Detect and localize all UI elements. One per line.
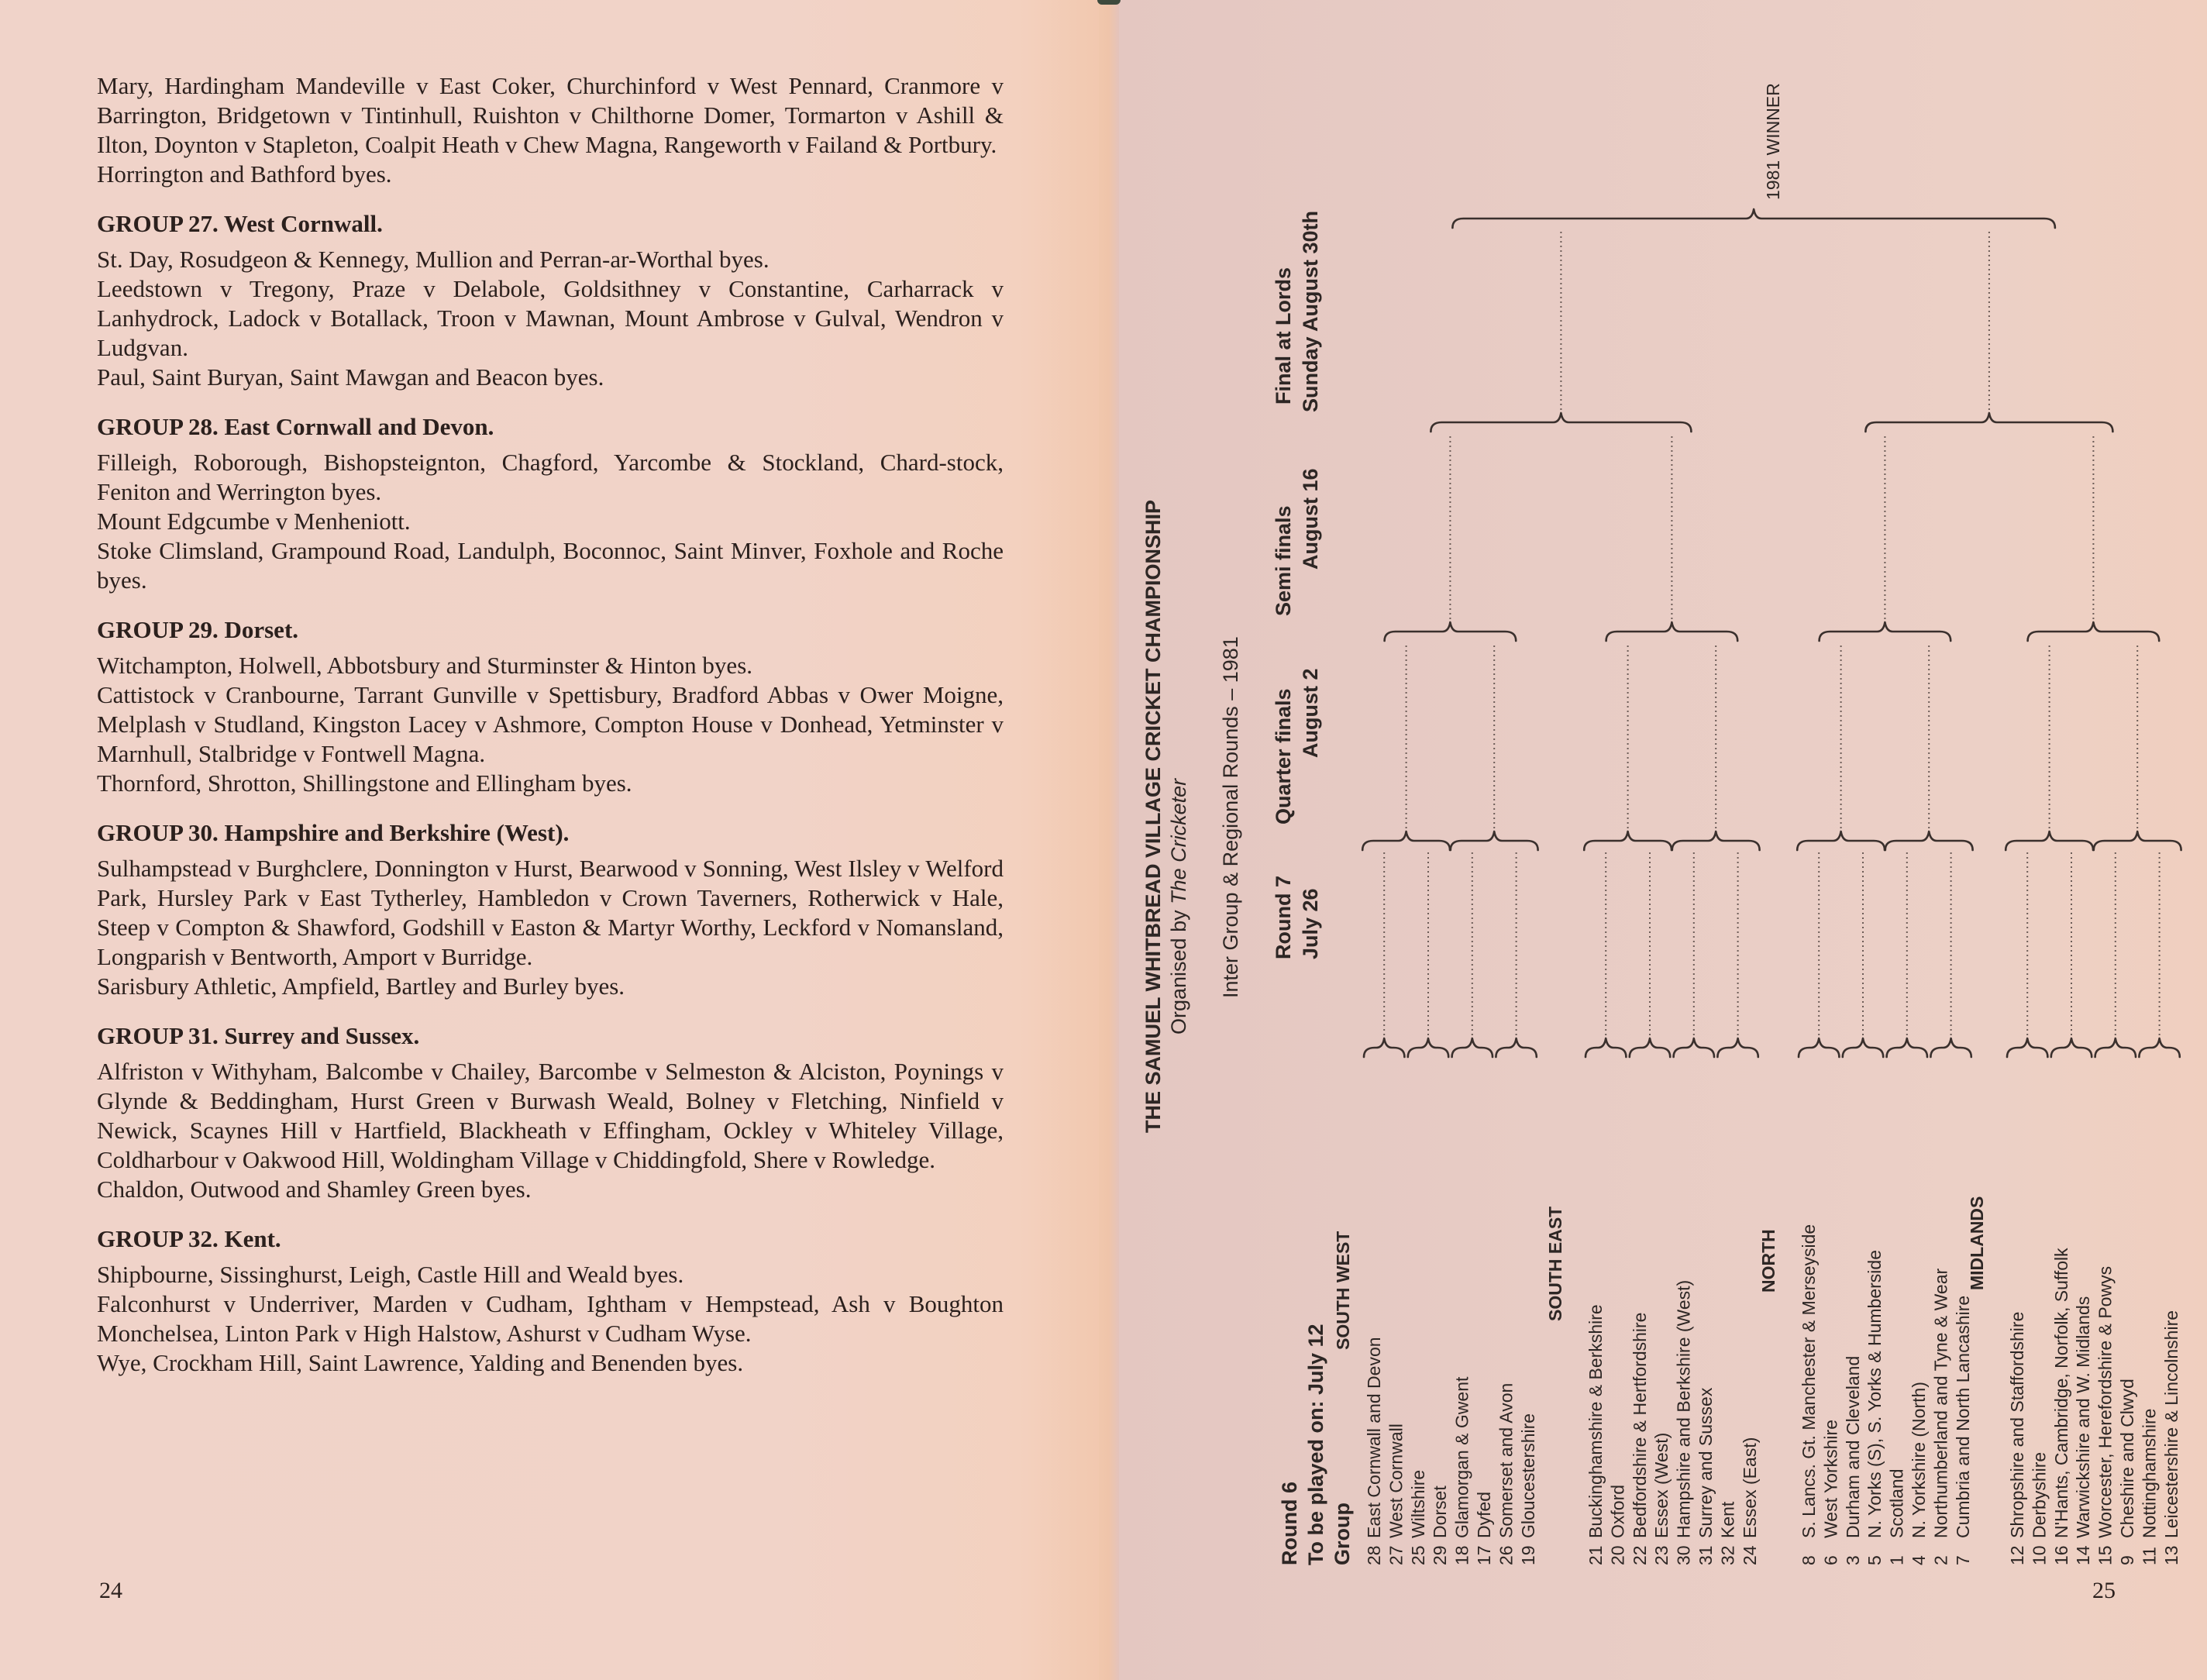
group-title: GROUP 32. Kent. <box>97 1225 281 1252</box>
team-name: Surrey and Sussex <box>1696 1387 1716 1538</box>
semi-finals-date: August 16 <box>1299 468 1322 570</box>
team-group-number: 18 <box>1451 1545 1472 1565</box>
organiser-prefix: Organised by <box>1167 904 1190 1035</box>
team-name: Worcester, Herefordshire & Powys <box>2095 1265 2116 1538</box>
paragraph: Witchampton, Holwell, Abbotsbury and Sturminster & Hinton byes. <box>97 652 753 679</box>
group-title: GROUP 27. West Cornwall. <box>97 210 383 237</box>
page-number-left: 24 <box>99 1578 122 1603</box>
round7-brace <box>1885 831 1973 850</box>
subtitle: Inter Group & Regional Rounds – 1981 <box>1219 636 1242 998</box>
paragraph: Falconhurst v Underriver, Marden v Cudham, Ightham v Hempstead, Ash v Boughton Monchelsea, Linton Park v High Halstow, Ashurst v Cudham Wyse. <box>97 1290 1004 1347</box>
paragraph: Paul, Saint Buryan, Saint Mawgan and Beacon byes. <box>97 363 604 391</box>
round6-brace <box>1496 1038 1536 1057</box>
round6-brace <box>1452 1038 1493 1057</box>
round6-brace <box>1799 1038 1839 1057</box>
teams-layer <box>1333 1196 2181 1565</box>
team-name: N. Yorkshire (North) <box>1909 1382 1929 1538</box>
team-group-number: 23 <box>1651 1545 1672 1565</box>
page-number-right: 25 <box>2092 1578 2116 1603</box>
region-heading: SOUTH EAST <box>1545 1206 1565 1321</box>
team-name: S. Lancs. Gt. Manchester & Merseyside <box>1799 1224 1819 1538</box>
team-group-number: 6 <box>1820 1555 1841 1565</box>
semi-final-brace <box>1431 413 1691 432</box>
team-name: Scotland <box>1886 1468 1907 1538</box>
group-column-label: Group <box>1331 1503 1354 1565</box>
team-name: Cumbria and North Lancashire <box>1952 1295 1973 1538</box>
team-name: Shropshire and Staffordshire <box>2007 1311 2027 1538</box>
bracket-lines <box>1362 209 2181 1057</box>
round7-date: July 26 <box>1299 888 1322 959</box>
paragraph: Leedstown v Tregony, Praze v Delabole, Goldsithney v Constantine, Carharrack v Lanhydrock, Ladock v Botallack, Troon v Mawnan, Mount Ambrose v Gulval, Wendron v Ludgvan. <box>97 275 1004 361</box>
team-group-number: 32 <box>1717 1545 1738 1565</box>
final-brace <box>1452 209 2054 228</box>
round7-brace <box>2094 831 2181 850</box>
round7-brace <box>1362 831 1450 850</box>
team-group-number: 22 <box>1629 1545 1650 1565</box>
round6-date: To be played on: July 12 <box>1304 1324 1327 1565</box>
team-name: N. Yorks (S), S. Yorks & Humberside <box>1864 1250 1885 1538</box>
paragraph: Sarisbury Athletic, Ampfield, Bartley and Burley byes. <box>97 973 625 1000</box>
team-group-number: 12 <box>2007 1545 2027 1565</box>
team-group-number: 2 <box>1930 1555 1951 1565</box>
team-name: Hampshire and Berkshire (West) <box>1673 1279 1694 1538</box>
semi-final-brace <box>1865 413 2112 432</box>
quarter-final-brace <box>2028 622 2160 641</box>
team-group-number: 7 <box>1952 1555 1973 1565</box>
paragraph: Wye, Crockham Hill, Saint Lawrence, Yalding and Benenden byes. <box>97 1349 744 1376</box>
team-group-number: 14 <box>2073 1545 2094 1565</box>
team-name: Durham and Cleveland <box>1842 1355 1863 1538</box>
round7-brace <box>2006 831 2093 850</box>
round7-label: Round 7 <box>1272 876 1295 959</box>
paragraph: Cattistock v Cranbourne, Tarrant Gunville v Spettisbury, Bradford Abbas v Ower Moigne, Melplash v Studland, Kingston Lacey v Ashmore, Compton House v Donhead, Yetminster v Marnhull, Stalbridge v Fontwell Magna. <box>97 681 1004 767</box>
round6-brace <box>1674 1038 1714 1057</box>
team-name: N'Hants, Cambridge, Norfolk, Suffolk <box>2050 1248 2071 1538</box>
round6-label: Round 6 <box>1278 1482 1301 1565</box>
championship-title: THE SAMUEL WHITBREAD VILLAGE CRICKET CHAMPIONSHIP <box>1141 499 1165 1133</box>
team-group-number: 9 <box>2117 1555 2137 1565</box>
team-name: Somerset and Avon <box>1496 1382 1517 1538</box>
winner-label: 1981 WINNER <box>1763 83 1783 200</box>
team-name: Kent <box>1717 1501 1738 1538</box>
team-group-number: 27 <box>1386 1545 1406 1565</box>
team-group-number: 28 <box>1364 1545 1384 1565</box>
round6-brace <box>1630 1038 1670 1057</box>
region-heading: SOUTH WEST <box>1333 1231 1353 1350</box>
team-group-number: 20 <box>1607 1545 1628 1565</box>
group-title: GROUP 29. Dorset. <box>97 616 299 643</box>
round6-brace <box>2095 1038 2136 1057</box>
team-group-number: 5 <box>1864 1555 1885 1565</box>
paragraph: St. Day, Rosudgeon & Kennegy, Mullion and Perran-ar-Worthal byes. <box>97 246 770 273</box>
team-group-number: 4 <box>1909 1555 1929 1565</box>
team-group-number: 16 <box>2050 1545 2071 1565</box>
team-name: Bedfordshire & Hertfordshire <box>1629 1312 1650 1538</box>
team-group-number: 15 <box>2095 1545 2116 1565</box>
round6-brace <box>1408 1038 1448 1057</box>
region-heading: NORTH <box>1758 1229 1778 1293</box>
paragraph: Mount Edgcumbe v Menheniott. <box>97 508 411 535</box>
round6-brace <box>2051 1038 2092 1057</box>
team-name: Warwickshire and W. Midlands <box>2073 1296 2094 1538</box>
quarter-final-brace <box>1606 622 1738 641</box>
paragraph: Shipbourne, Sissinghurst, Leigh, Castle Hill and Weald byes. <box>97 1261 684 1288</box>
round6-brace <box>1717 1038 1758 1057</box>
quarter-final-brace <box>1820 622 1951 641</box>
team-name: Essex (East) <box>1739 1437 1760 1538</box>
team-name: East Cornwall and Devon <box>1364 1337 1384 1538</box>
group-title: GROUP 31. Surrey and Sussex. <box>97 1022 420 1049</box>
team-group-number: 11 <box>2139 1547 2160 1565</box>
round6-brace <box>1364 1038 1404 1057</box>
round7-brace <box>1584 831 1672 850</box>
team-group-number: 13 <box>2161 1545 2181 1565</box>
team-name: Wiltshire <box>1407 1469 1428 1538</box>
quarter-final-brace <box>1385 622 1517 641</box>
team-group-number: 21 <box>1586 1545 1606 1565</box>
paragraph: Sulhampstead v Burghclere, Donnington v Hurst, Bearwood v Sonning, West Ilsley v Welford Park, Hursley Park v East Tytherley, Hambledon v Crown Taverners, Rotherwick v Hale, Steep v Compton & Shawford, Godshill v Easton & Martyr Worthy, Leckford v Nomansland, Longparish v Bentworth, Amport v Burridge. <box>97 855 1004 970</box>
quarter-finals-label: Quarter finals <box>1272 688 1295 825</box>
paragraph: Thornford, Shrotton, Shillingstone and Ellingham byes. <box>97 769 632 797</box>
paragraph: Stoke Climsland, Grampound Road, Landulph, Boconnoc, Saint Minver, Foxhole and Roche byes. <box>97 537 1004 594</box>
team-group-number: 10 <box>2029 1545 2050 1565</box>
team-group-number: 3 <box>1842 1555 1863 1565</box>
round7-brace <box>1451 831 1538 850</box>
paragraph: Mary, Hardingham Mandeville v East Coker, Churchinford v West Pennard, Cranmore v Barrington, Bridgetown v Tintinhull, Ruishton v Chilthorne Domer, Tormarton v Ashill & Ilton, Doynton v Stapleton, Coalpit Heath v Chew Magna, Rangeworth v Failand & Portbury. <box>97 72 1004 158</box>
team-group-number: 26 <box>1496 1545 1517 1565</box>
round7-brace <box>1797 831 1885 850</box>
team-group-number: 24 <box>1739 1545 1760 1565</box>
team-group-number: 29 <box>1430 1545 1451 1565</box>
paragraph: Chaldon, Outwood and Shamley Green byes. <box>97 1176 532 1203</box>
team-name: West Yorkshire <box>1820 1420 1841 1538</box>
team-group-number: 8 <box>1799 1555 1819 1565</box>
semi-finals-label: Semi finals <box>1272 505 1295 616</box>
group-title: GROUP 28. East Cornwall and Devon. <box>97 413 494 440</box>
team-name: Northumberland and Tyne & Wear <box>1930 1268 1951 1538</box>
final-label: Final at Lords <box>1272 267 1295 405</box>
round6-brace <box>2007 1038 2047 1057</box>
team-name: Derbyshire <box>2029 1451 2050 1538</box>
team-group-number: 25 <box>1407 1545 1428 1565</box>
region-heading: MIDLANDS <box>1967 1196 1987 1290</box>
round6-brace <box>1586 1038 1626 1057</box>
paragraph: Horrington and Bathford byes. <box>97 160 392 188</box>
team-name: Nottinghamshire <box>2139 1408 2160 1538</box>
final-date: Sunday August 30th <box>1299 210 1322 412</box>
team-group-number: 17 <box>1474 1545 1494 1565</box>
team-name: Dyfed <box>1474 1491 1494 1538</box>
round7-brace <box>1672 831 1760 850</box>
paragraph: Alfriston v Withyham, Balcombe v Chailey, Barcombe v Selmeston & Alciston, Poynings v Glynde & Beddingham, Hurst Green v Burwash Weald, Bolney v Fletching, Ninfield v Newick, Scaynes Hill v Hartfield, Blackheath v Effingham, Ockley v Whiteley Village, Coldharbour v Oakwood Hill, Woldingham Village v Chiddingfold, Shere v Rowledge. <box>97 1058 1004 1173</box>
paragraph: Filleigh, Roborough, Bishopsteignton, Chagford, Yarcombe & Stockland, Chard-stock, Feniton and Werrington byes. <box>97 449 1004 505</box>
round6-brace <box>2139 1038 2179 1057</box>
team-name: Buckinghamshire & Berkshire <box>1586 1304 1606 1538</box>
team-group-number: 1 <box>1886 1555 1907 1565</box>
round6-brace <box>1930 1038 1971 1057</box>
team-group-number: 31 <box>1696 1545 1716 1565</box>
team-group-number: 19 <box>1517 1545 1538 1565</box>
organiser-line <box>1167 778 1190 1035</box>
team-name: Gloucestershire <box>1517 1413 1538 1538</box>
round6-brace <box>1887 1038 1927 1057</box>
team-name: Essex (West) <box>1651 1432 1672 1538</box>
team-name: West Cornwall <box>1386 1424 1406 1538</box>
team-name: Glamorgan & Gwent <box>1451 1376 1472 1538</box>
team-name: Oxford <box>1607 1484 1628 1538</box>
organiser-name: The Cricketer <box>1167 778 1190 904</box>
team-name: Dorset <box>1430 1485 1451 1538</box>
team-name: Leicestershire & Lincolnshire <box>2161 1310 2181 1538</box>
group-title: GROUP 30. Hampshire and Berkshire (West). <box>97 819 570 846</box>
round6-brace <box>1843 1038 1883 1057</box>
quarter-finals-date: August 2 <box>1299 668 1322 758</box>
team-name: Cheshire and Clwyd <box>2117 1379 2137 1538</box>
team-group-number: 30 <box>1673 1545 1694 1565</box>
